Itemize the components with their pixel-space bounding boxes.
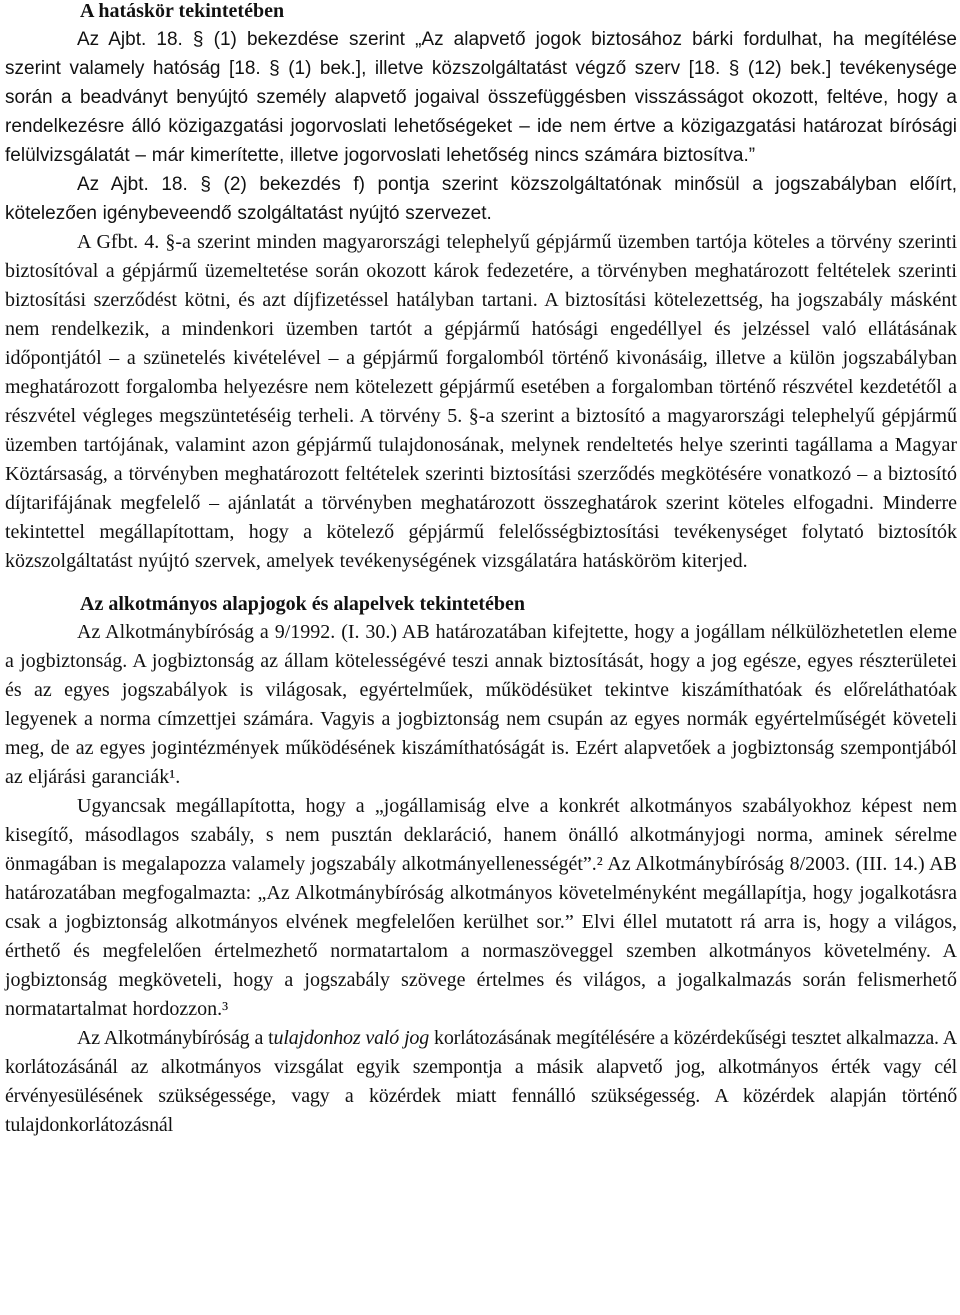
paragraph-ab-9-1992: Az Alkotmánybíróság a 9/1992. (I. 30.) AB határozatában kifejtette, hogy a jogállam nélkülözhetetlen eleme a jogbiztonság. A jogbiztonság az állam kötelességévé teszi annak biztosítását, hogy a jog egésze, egyes részterületei és az egyes jogszabályok is világosak, egyértelműek, működésüket tekintve kiszámíthatóak és előreláthatóak legyenek a norma címzettjei számára. Vagyis a jogbiztonság nem csupán az egyes normák egyértelműségét követeli meg, de az egyes jogintézmények működésének kiszámíthatóságát is. Ezért alapvetőek a jogbiztonság szempontjából az eljárási garanciák¹. xyxy=(5,621,957,788)
tulajdon-text-end: korlátozásának megítélésére a közérdekűségi tesztet alkalmazza. A korlátozásánál az alkotmányos vizsgálat egyik szempontja a másik alapvető jog, alkotmányos érték vagy cél érvényesülésének szükségessége, vagy a közérdek miatt fennálló szükségesség. A közérdek alapján történő tulajdonkorlátozásnál xyxy=(5,1027,957,1136)
paragraph-ajbt-18-2: Az Ajbt. 18. § (2) bekezdés f) pontja szerint közszolgáltatónak minősül a jogszabályban előírt, kötelezően igénybeveendő szolgáltatást nyújtó szervezet. xyxy=(5,174,957,224)
tulajdon-text-start: Az Alkotmánybíróság a t xyxy=(77,1027,274,1049)
paragraph-jogallamisag: Ugyancsak megállapította, hogy a „jogállamiság elve a konkrét alkotmányos szabályokhoz képest nem kisegítő, másodlagos szabály, s nem pusztán deklaráció, hanem önálló alkotmányjogi norma, aminek sérelme önmagában is megalapozza valamely jogszabály alkotmányellenességét”.² Az Alkotmánybíróság 8/2003. (III. 14.) AB határozatában megfogalmazta: „Az Alkotmánybíróság alkotmányos követelményként megállapítja, hogy jogalkotásra csak a jogbiztonság alkotmányos elvének megfelelően kerülhet sor.” Elvi éllel mutatott rá arra is, hogy a világos, érthető és megfelelően értelmezhető normatartalom a normaszöveggel szemben alkotmányos követelmény. A jogbiztonság megköveteli, hogy a jogszabály szövege értelmes és világos, a jogalkalmazás során felismerhető normatartalmat hordozzon.³ xyxy=(5,795,957,1020)
paragraph-ajbt-18-1: Az Ajbt. 18. § (1) bekezdése szerint „Az alapvető jogok biztosához bárki fordulhat, ha megítélése szerint valamely hatóság [18. § (1) bek.], illetve közszolgáltatást végző szerv [18. § (12) bek.] tevékenysége során a beadványt benyújtó személy alapvető jogaival összefüggésben visszásságot okozott, feltéve, hogy a rendelkezésre álló közigazgatási jogorvoslati lehetőségeket – ide nem értve a közigazgatási határozat bírósági felülvizsgálatát – már kimerítette, illetve jogorvoslati lehetőség nincs számára biztosítva.” xyxy=(5,29,957,166)
paragraph-gfbt: A Gfbt. 4. §-a szerint minden magyarországi telephelyű gépjármű üzemben tartója köteles a törvény szerinti biztosítóval a gépjármű üzemeltetése során okozott károk fedezetére, a törvényben meghatározott feltételek szerinti biztosítási szerződést kötni, és azt díjfizetéssel hatályban tartani. A biztosítási kötelezettség, ha jogszabály másként nem rendelkezik, a mindenkori üzemben tartót a gépjármű hatósági engedéllyel és jelzéssel való ellátásának időpontjától – a szünetelés kivételével – a gépjármű forgalomból történő kivonásáig, illetve a külön jogszabályban meghatározott forgalomba helyezésre nem kötelezett gépjármű esetében a forgalomban történő részvétel kezdetétől a részvétel végleges megszüntetéséig terheli. A törvény 5. §-a szerint a biztosító a magyarországi telephelyű gépjármű üzemben tartójának, valamint azon gépjármű tulajdonosának, melynek rendeltetés helye szerinti tagállama a Magyar Köztársaság, a törvényben meghatározott feltételek szerinti biztosítási szerződés megkötésére vonatkozó – a biztosító díjtarifájának megfelelő – ajánlatát a törvényben meghatározott összeghatárok szerint köteles elfogadni. Minderre tekintettel megállapítottam, hogy a kötelező gépjármű felelősségbiztosítási tevékenységet folytató biztosítók közszolgáltatást nyújtó szervek, amelyek tevékenységének vizsgálatára hatásköröm kiterjed. xyxy=(5,231,957,572)
section-heading-hataskor: A hatáskör tekintetében xyxy=(80,0,285,22)
tulajdon-text-italic: ulajdonhoz való jog xyxy=(273,1027,430,1049)
section-heading-alapjogok: Az alkotmányos alapjogok és alapelvek tekintetében xyxy=(80,593,525,615)
paragraph-tulajdon xyxy=(5,1024,957,1140)
